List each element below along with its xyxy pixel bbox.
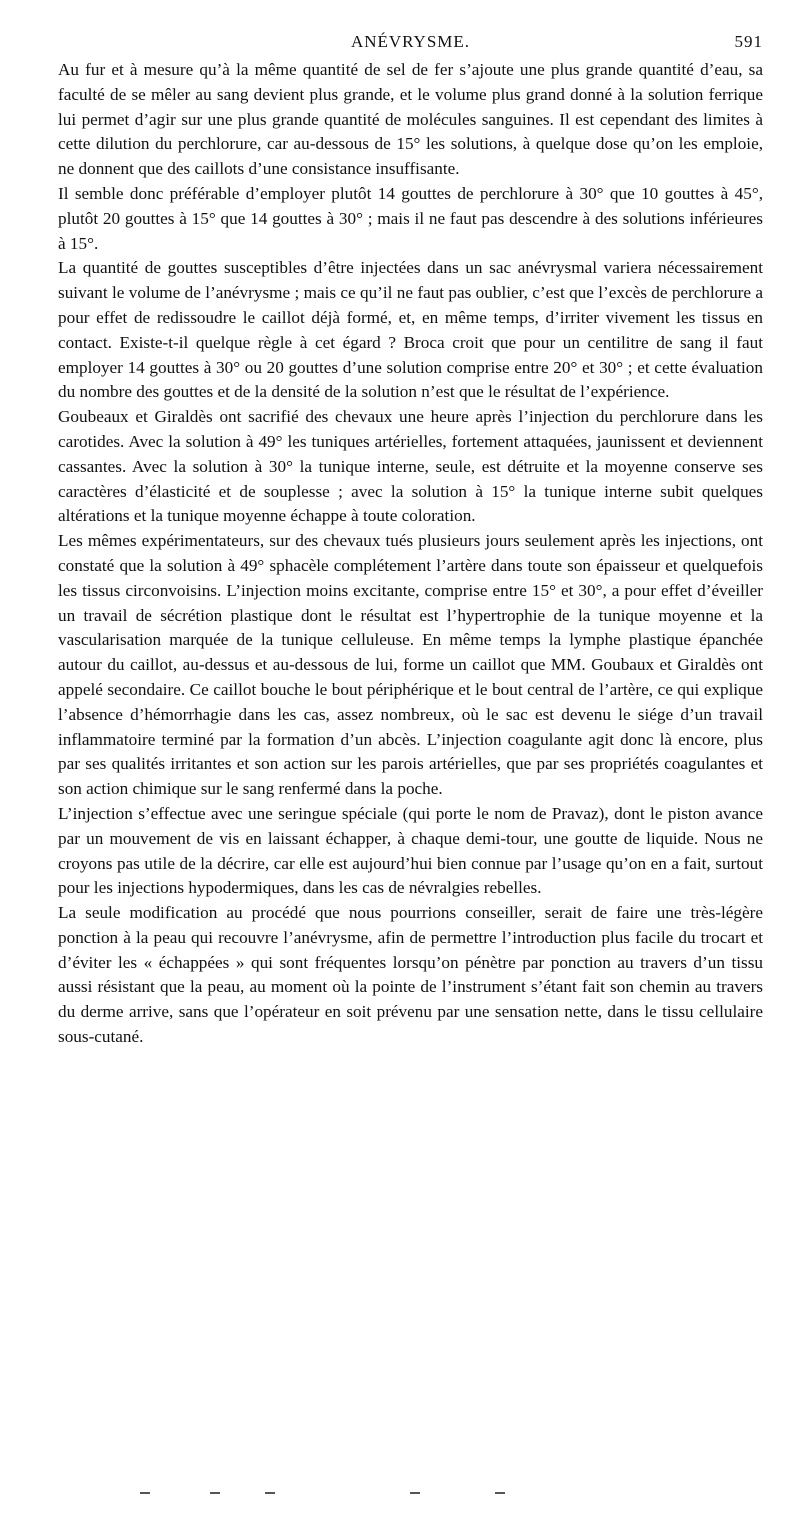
page-number: 591 [734, 32, 763, 51]
print-mark [495, 1492, 505, 1494]
print-mark [140, 1492, 150, 1494]
print-mark [210, 1492, 220, 1494]
paragraph-preference: Il semble donc préférable d’employer plutôt 14 gouttes de perchlorure à 30° que 10 gouttes à 45°, plutôt 20 gouttes à 15° que 14 gouttes à 30° ; mais il ne faut pas descendre à des solutions inférieures à 15°. [58, 183, 763, 253]
print-mark [410, 1492, 420, 1494]
running-title: ANÉVRYSME. [350, 32, 471, 51]
paragraph-modification: La seule modification au procédé que nous pourrions conseiller, serait de faire une très-légère ponction à la peau qui recouvre l’anévrysme, afin de permettre l’introduction plus facile du trocart et d’éviter les « échappées » qui sont fréquentes lorsqu’on pénètre par ponction au travers d’un tissu aussi résistant que la peau, au moment où la pointe de l’instrument s’étant fait son chemin au travers du derme arrive, sans que l’opérateur en soit prévenu par une sensation nette, dans le tissu cellulaire sous-cutané. [58, 903, 763, 1047]
body-text [58, 58, 763, 1050]
paragraph-quantity: La quantité de gouttes susceptibles d’être injectées dans un sac anévrysmal variera nécessairement suivant le volume de l’anévrysme ; mais ce qu’il ne faut pas oublier, c’est que l’excès de perchlorure a pour effet de redissoudre le caillot déjà formé, et, en même temps, d’irriter vivement les tissus en contact. Existe-t-il quelque règle à cet égard ? Broca croit que pour un centilitre de sang il faut employer 14 gouttes à 30° ou 20 gouttes d’une solution comprise entre 20° et 30° ; et cette évaluation du nombre des gouttes et de la densité de la solution n’est que le résultat de l’expérience. [58, 258, 763, 402]
print-mark [265, 1492, 275, 1494]
running-head [58, 32, 763, 58]
paragraph-goubeaux-experiment: Goubeaux et Giraldès ont sacrifié des chevaux une heure après l’injection du perchlorure dans les carotides. Avec la solution à 49° les tuniques artérielles, fortement attaquées, jaunissent et deviennent cassantes. Avec la solution à 30° la tunique interne, seule, est détruite et la moyenne conserve ses caractères d’élasticité et de souplesse ; avec la solution à 15° la tunique interne subit quelques altérations et la tunique moyenne échappe à toute coloration. [58, 407, 763, 526]
paragraph-later-results: Les mêmes expérimentateurs, sur des chevaux tués plusieurs jours seulement après les injections, ont constaté que la solution à 49° sphacèle complétement l’artère dans toute son épaisseur et quelquefois les tissus circonvoisins. L’injection moins excitante, comprise entre 15° et 30°, a pour effet d’éveiller un travail de sécrétion plastique dont le résultat est l’hypertrophie de la tunique moyenne et la vascularisation marquée de la tunique celluleuse. En même temps la lymphe plastique épanchée autour du caillot, au-dessus et au-dessous de lui, forme un caillot que MM. Goubaux et Giraldès ont appelé secondaire. Ce caillot bouche le bout périphérique et le bout central de l’artère, ce qui explique l’absence d’hémorrhagie dans les cas, assez nombreux, où le sac est devenu le siége d’un travail inflammatoire terminé par la formation d’un abcès. L’injection coagulante agit donc là encore, plus par ses qualités irritantes et son action sur les parois artérielles, que par ses propriétés coagulantes et son action chimique sur le sang renfermé dans la poche. [58, 531, 763, 799]
paragraph-dilution: Au fur et à mesure qu’à la même quantité de sel de fer s’ajoute une plus grande quantité d’eau, sa faculté de se mêler au sang devient plus grande, et le volume plus grand donné à la solution ferrique lui permet d’agir sur une plus grande quantité de molécules sanguines. Il est cependant des limites à cette dilution du perchlorure, car au-dessous de 15° les solutions, à quelque dose qu’on les emploie, ne donnent que des caillots d’une consistance insuffisante. [58, 60, 763, 179]
paragraph-syringe: L’injection s’effectue avec une seringue spéciale (qui porte le nom de Pravaz), dont le piston avance par un mouvement de vis en laissant échapper, à chaque demi-tour, une goutte de liquide. Nous ne croyons pas utile de la décrire, car elle est aujourd’hui bien connue par l’usage qu’on en a fait, surtout pour les injections hypodermiques, dans les cas de névralgies rebelles. [58, 803, 763, 898]
book-page [58, 32, 763, 1050]
print-marks [140, 1492, 520, 1496]
